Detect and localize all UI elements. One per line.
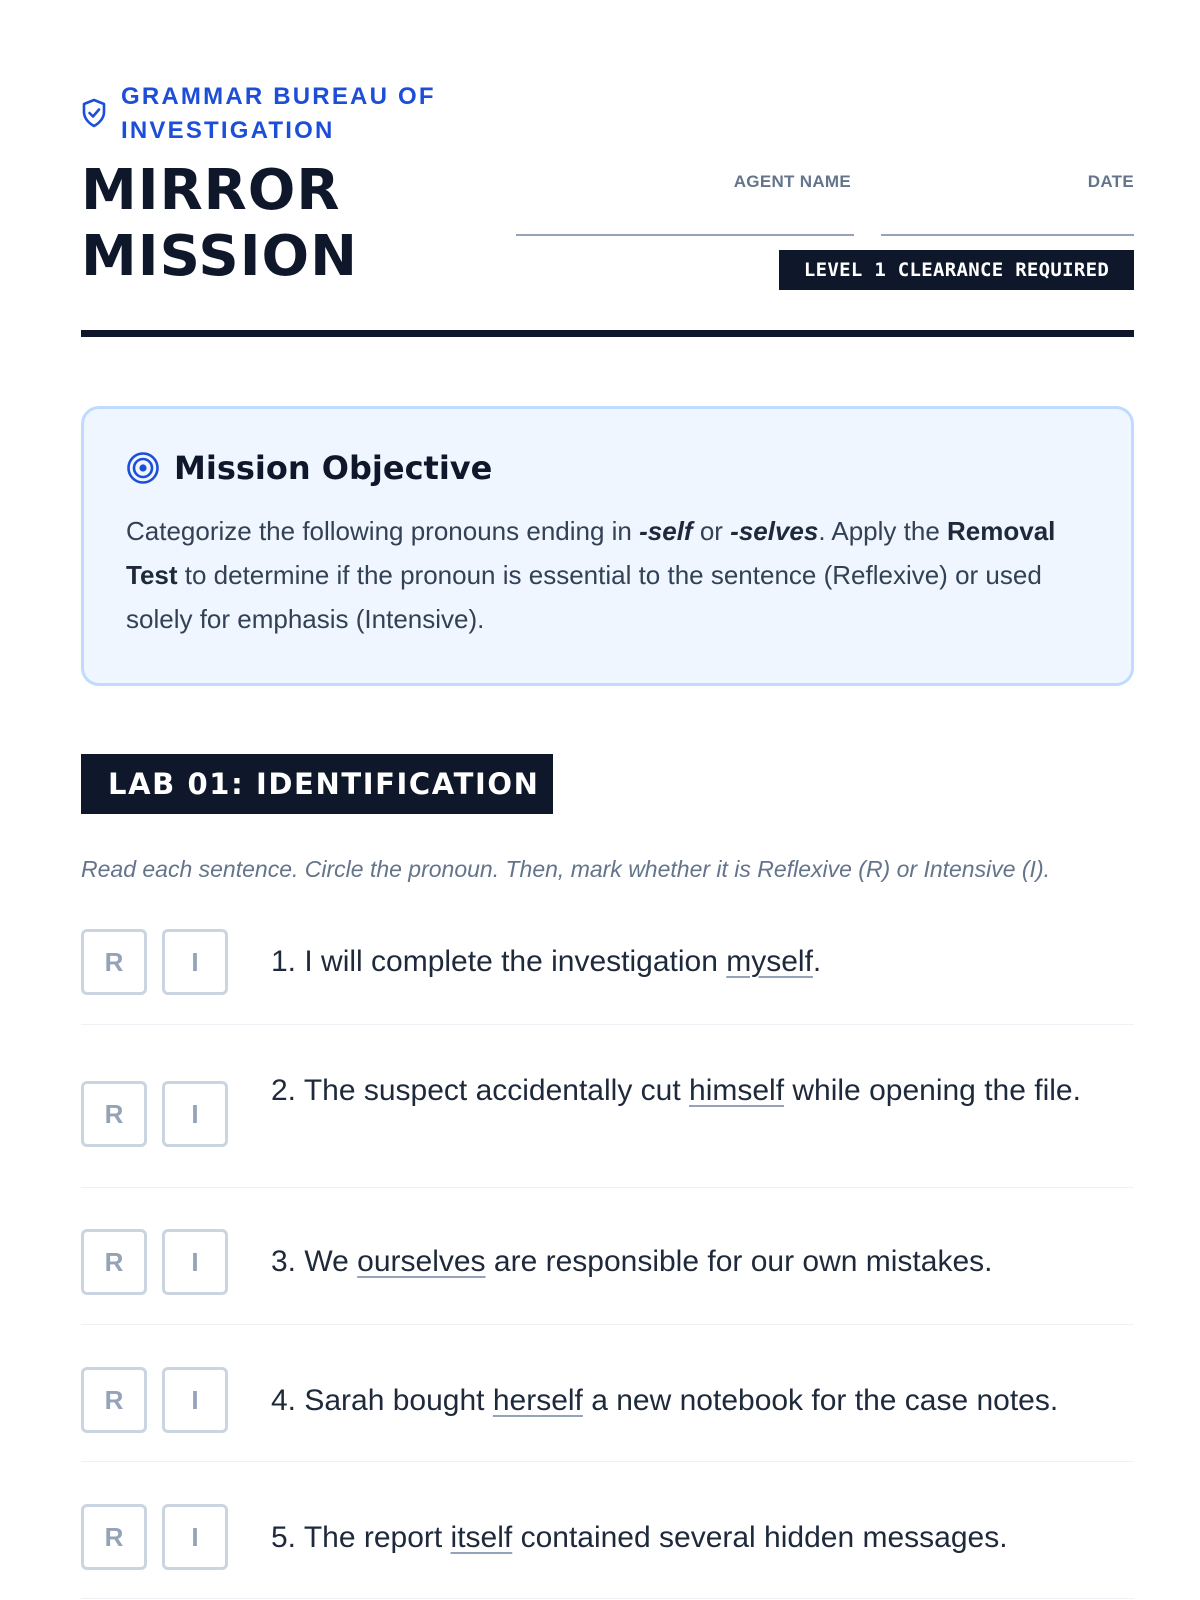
question-row [81,1462,1134,1599]
sentence-part: . [812,945,822,978]
intensive-checkbox[interactable]: I [162,1367,228,1433]
question-sentence [271,1514,1141,1561]
question-sentence [271,938,1141,985]
objective-text [126,509,1089,641]
sentence-part: are responsible for our own mistakes. [485,1245,993,1278]
target-pronoun[interactable]: herself [492,1384,583,1417]
reflexive-checkbox[interactable]: R [81,1367,147,1433]
question-row [81,1325,1134,1462]
reflexive-checkbox[interactable]: R [81,1229,147,1295]
question-row [81,924,1134,1025]
intensive-checkbox[interactable]: I [162,929,228,995]
clearance-badge: LEVEL 1 CLEARANCE REQUIRED [779,250,1134,290]
reflexive-checkbox[interactable]: R [81,1081,147,1147]
title-line-2: MISSION [81,224,359,289]
objective-text-part: to determine if the pronoun is essential to the sentence (Reflexive) or used solely for emphasis (Intensive). [126,560,1042,634]
objective-text-part: Categorize the following pronouns ending in [126,516,640,546]
intensive-checkbox[interactable]: I [162,1081,228,1147]
target-pronoun[interactable]: ourselves [357,1245,486,1278]
objective-text-part: or [692,516,731,546]
date-label: DATE [1087,172,1134,191]
target-pronoun[interactable]: himself [689,1074,785,1107]
title-line-1: MIRROR [81,158,341,223]
date-field[interactable] [881,234,1134,236]
reflexive-checkbox[interactable]: R [81,1504,147,1570]
sentence-part: contained several hidden messages. [512,1521,1008,1554]
lab-title: LAB 01: IDENTIFICATION [81,754,553,814]
mission-objective-card [81,406,1134,686]
question-sentence [271,1067,1141,1114]
objective-title: Mission Objective [174,449,493,487]
question-row [81,1188,1134,1325]
intensive-checkbox[interactable]: I [162,1504,228,1570]
page-title [81,158,358,290]
question-sentence [271,1377,1141,1424]
sentence-part: 1. I will complete the investigation [271,945,727,978]
agent-name-label: AGENT NAME [733,172,851,191]
target-pronoun[interactable]: myself [726,945,813,978]
shield-check-icon [81,98,107,128]
bureau-name: GRAMMAR BUREAU OF INVESTIGATION [121,83,436,144]
target-pronoun[interactable]: itself [450,1521,513,1554]
question-sentence [271,1238,1141,1285]
worksheet-header [81,80,1134,338]
target-icon [126,451,160,485]
objective-heading [126,449,1089,487]
agent-name-field[interactable] [516,234,854,236]
header-divider [81,330,1134,337]
suffix-selves: -selves [730,516,819,546]
sentence-part: 5. The report [271,1521,451,1554]
lab-instructions: Read each sentence. Circle the pronoun. Then, mark whether it is Reflexive (R) or Intensive (I). [81,856,1050,882]
removal-test-term: Removal Test [126,516,1056,590]
objective-text-part: . Apply the [818,516,948,546]
bureau-brand [81,80,461,148]
intensive-checkbox[interactable]: I [162,1229,228,1295]
sentence-part: a new notebook for the case notes. [582,1384,1059,1417]
sentence-part: 4. Sarah bought [271,1384,493,1417]
question-row [81,1025,1134,1188]
reflexive-checkbox[interactable]: R [81,929,147,995]
sentence-part: while opening the file. [784,1074,1081,1107]
sentence-part: 2. The suspect accidentally cut [271,1074,690,1107]
sentence-part: 3. We [271,1245,358,1278]
suffix-self: -self [639,516,693,546]
